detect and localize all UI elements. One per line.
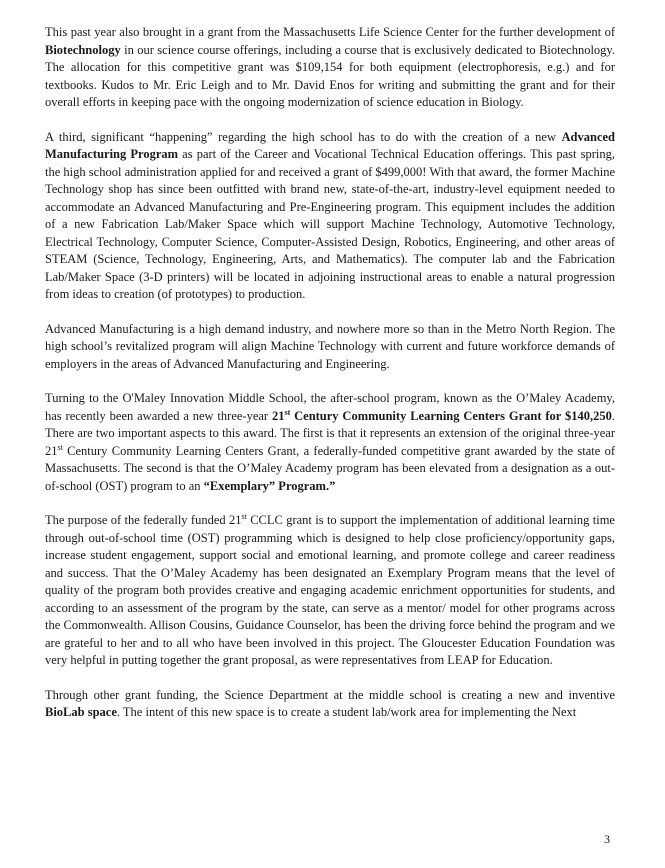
paragraph-advanced-manufacturing: [45, 129, 615, 304]
paragraph-biotechnology-grant: [45, 24, 615, 112]
page-number: 3: [604, 832, 610, 846]
bold-text: Biotechnology: [45, 42, 121, 57]
bold-text: [272, 409, 612, 423]
text-run: as part of the Career and Vocational Technical Education offerings. This past spring, the high school administration applied for and received a grant of $499,000! With that award, the former Machine Technology shop has since been outfitted with brand new, state-of-the-art, industry-level equipment needed to accommodate an Advanced Manufacturing and Pre-Engineering program. This equipment includes the addition of a new Fabrication Lab/Maker Space which will support Machine Technology, Automotive Technology, Electrical Technology, Computer Science, Computer-Assisted Design, Robotics, Engineering, and other areas of STEAM (Science, Technology, Engineering, Arts, and Mathematics). The computer lab and the Fabrication Lab/Maker Space (3-D printers) will be located in adjoining instructional areas to enable a natural progression from ideas to creation (of prototypes) to production.: [45, 147, 615, 301]
body-text: [45, 24, 615, 739]
paragraph-omaley-academy: [45, 390, 615, 495]
text-run: Advanced Manufacturing is a high demand industry, and nowhere more so than in the Metro North Region. The high school’s revitalized program will align Machine Technology with current and future workforce demands of employers in the areas of Advanced Manufacturing and Engineering.: [45, 321, 615, 371]
bold-text: “Exemplary” Program.”: [203, 478, 336, 493]
text-run: Century Community Learning Centers Grant, a federally-funded competitive grant awarded by the state of Massachusetts. The second is that the O’Maley Academy program has been elevated from a designation as a out-of-school (OST) program to an: [45, 443, 615, 493]
paragraph-high-demand-industry: [45, 321, 615, 374]
text-run: The purpose of the federally funded 21: [45, 513, 242, 527]
text-run: CCLC grant is to support the implementation of additional learning time through out-of-school time (OST) programming which is designed to help close proficiency/opportunity gaps, increase student engagement, support social and emotional learning, and promote college and career readiness and success. That the O’Maley Academy has been designated an Exemplary Program means that the level of quality of the program both provides creative and engaging academic enrichment opportunities for students, and according to an assessment of the program by the state, can serve as a mentor/ model for other programs across the Commonwealth. Allison Cousins, Guidance Counselor, has been the driving force behind the program and we are grateful to her and to all who have been involved in this project. The Gloucester Education Foundation was very helpful in putting together the grant proposal, as were representatives from LEAP for Education.: [45, 513, 615, 667]
superscript: st: [57, 442, 63, 452]
text-run: Century Community Learning Centers Grant for $140,250: [290, 408, 612, 423]
bold-text: BioLab space: [45, 705, 117, 719]
text-run: in our science course offerings, including a course that is exclusively dedicated to Biotechnology. The allocation for this competitive grant was $109,154 for both equipment (electrophoresis, e.g.) and for textbooks. Kudos to Mr. Eric Leigh and to Mr. David Enos for writing and submitting the grant and for their overall efforts in keeping pace with the ongoing modernization of science education in Biology.: [45, 42, 615, 109]
text-run: Through other grant funding, the Science Department at the middle school is creating a new and inventive: [45, 687, 615, 702]
text-run: A third, significant “happening” regarding the high school has to do with the creation of a new: [45, 129, 562, 144]
bold-text: Advanced Manufacturing Program: [45, 129, 615, 161]
paragraph-cclc-purpose: [45, 512, 615, 670]
text-run: Turning to the O'Maley Innovation Middle School, the after-school program, known as the O’Maley Academy, has recently been awarded a new three-year: [45, 391, 615, 423]
superscript: st: [284, 407, 291, 417]
text-run: 21: [271, 408, 285, 423]
text-run: . There are two important aspects to this award. The first is that it represents an extension of the original three-year 21: [45, 408, 615, 458]
text-run: This past year also brought in a grant from the Massachusetts Life Science Center for the further development of: [45, 25, 615, 39]
paragraph-biolab-space: [45, 687, 615, 722]
superscript: st: [241, 512, 247, 521]
text-run: . The intent of this new space is to create a student lab/work area for implementing the Next: [116, 705, 577, 719]
